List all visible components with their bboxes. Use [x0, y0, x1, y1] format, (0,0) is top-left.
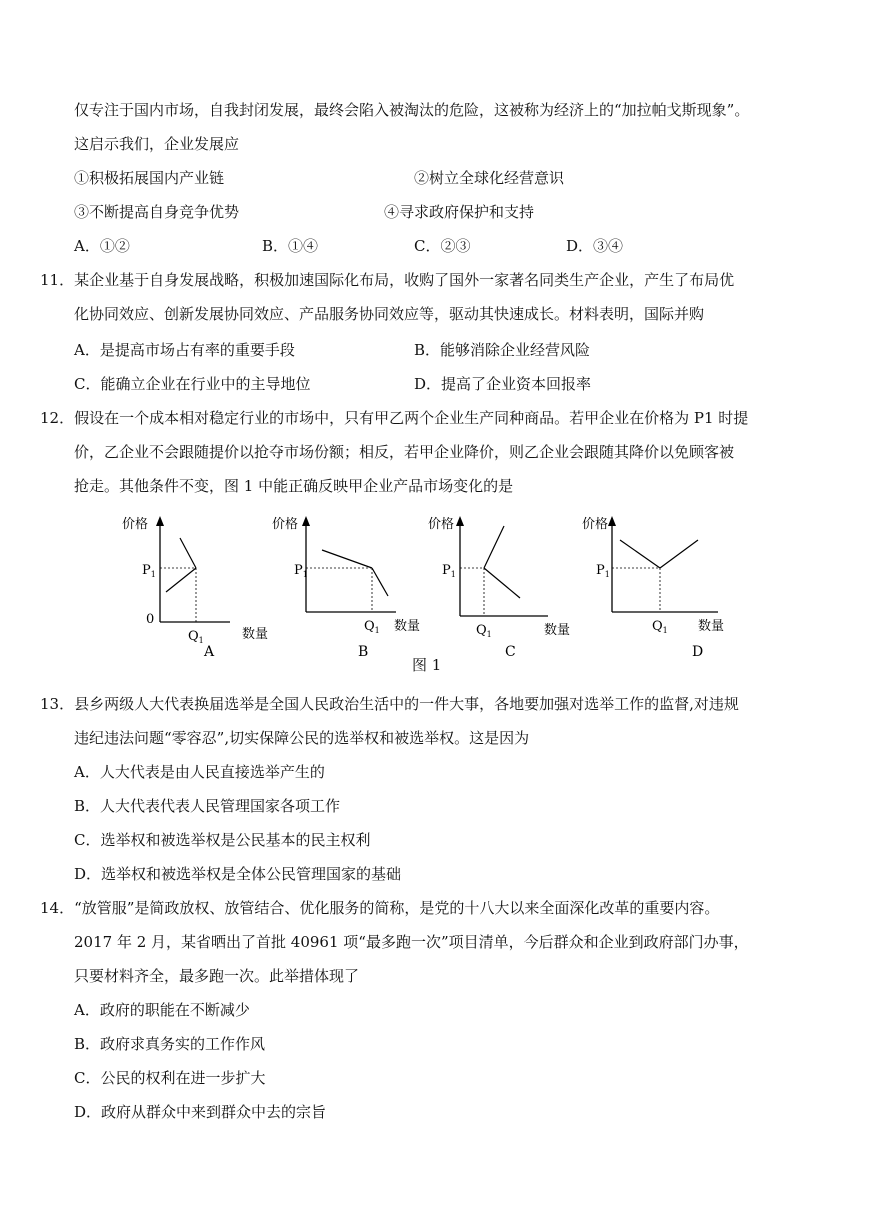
graph-d-letter: D: [692, 644, 704, 660]
q10-choice-d: D．③④: [566, 237, 624, 255]
q14-choice-b: B．政府求真务实的工作作风: [74, 1035, 266, 1053]
q10-choice-a: A．①②: [74, 237, 130, 255]
q11-choice-b: B．能够消除企业经营风险: [414, 341, 591, 359]
q14-choice-d: D．政府从群众中来到群众中去的宗旨: [74, 1103, 327, 1121]
q10-item-2: ②树立全球化经营意识: [414, 169, 565, 187]
q13-stem-line2: 违纪违法问题“零容忍”,切实保障公民的选举权和被选举权。这是因为: [74, 729, 530, 747]
q10-choice-b: B．①④: [262, 237, 319, 255]
figure-graph-d: [568, 510, 758, 660]
q13-choice-d: D．选举权和被选举权是全体公民管理国家的基础: [74, 865, 402, 883]
graph-a-xlabel: 数量: [242, 627, 269, 642]
q13-choice-b: B．人大代表代表人民管理国家各项工作: [74, 797, 341, 815]
q11-choice-d: D．提高了企业资本回报率: [414, 375, 592, 393]
graph-c-p-label: $P_1$: [442, 563, 456, 579]
q14-stem-line3: 只要材料齐全，最多跑一次。此举措体现了: [74, 967, 360, 985]
graph-a-p-label: $P_1$: [142, 563, 156, 579]
q11-choice-c: C．能确立企业在行业中的主导地位: [74, 375, 311, 393]
q10-stem-line1: 仅专注于国内市场，自我封闭发展，最终会陷入被淘汰的危险，这被称为经济上的“加拉帕戈斯现象”。: [74, 101, 750, 119]
q12-stem-line2: 价，乙企业不会跟随提价以抢夺市场份额；相反，若甲企业降价，则乙企业会跟随其降价以免顾客被: [74, 443, 735, 461]
q10-stem-line2: 这启示我们，企业发展应: [74, 135, 240, 153]
q14-stem-line2: 2017 年 2 月，某省晒出了首批 40961 项“最多跑一次”项目清单，今后群众和企业到政府部门办事，: [74, 933, 749, 951]
graph-c-letter: C: [505, 644, 516, 660]
q13-choice-c: C．选举权和被选举权是公民基本的民主权利: [74, 831, 371, 849]
q10-item-3: ③不断提高自身竞争优势: [74, 203, 240, 221]
q14-stem-line1: 14．“放管服”是简政放权、放管结合、优化服务的简称，是党的十八大以来全面深化改革的重要内容。: [40, 899, 720, 917]
q12-stem-line3: 抢走。其他条件不变，图 1 中能正确反映甲企业产品市场变化的是: [74, 477, 514, 495]
graph-b-ylabel: 价格: [272, 517, 299, 532]
q13-choice-a: A．人大代表是由人民直接选举产生的: [74, 763, 325, 781]
figure-caption: 图 1: [412, 656, 442, 674]
graph-d-ylabel: 价格: [582, 517, 609, 532]
graph-c-ylabel: 价格: [428, 517, 455, 532]
graph-a-origin: 0: [146, 612, 155, 627]
graph-b-xlabel: 数量: [394, 619, 421, 634]
graph-c-q-label: $Q_1$: [476, 623, 492, 639]
q13-stem-line1: 13．县乡两级人大代表换届选举是全国人民政治生活中的一件大事，各地要加强对选举工作的监督,对违规: [40, 695, 739, 713]
graph-b-p-label: $P_1$: [294, 563, 308, 579]
graph-a-q-label: $Q_1$: [188, 629, 204, 645]
q11-stem-line2: 化协同效应、创新发展协同效应、产品服务协同效应等，驱动其快速成长。材料表明，国际并购: [74, 305, 705, 323]
q12-stem-line1: 12．假设在一个成本相对稳定行业的市场中，只有甲乙两个企业生产同种商品。若甲企业在价格为 P1 时提: [40, 409, 749, 427]
graph-c-xlabel: 数量: [544, 623, 571, 638]
graph-d-q-label: $Q_1$: [652, 619, 668, 635]
q14-choice-a: A．政府的职能在不断减少: [74, 1001, 250, 1019]
graph-d-xlabel: 数量: [698, 619, 725, 634]
q11-choice-a: A．是提高市场占有率的重要手段: [74, 341, 295, 359]
q10-choice-c: C．②③: [414, 237, 471, 255]
graph-b-q-label: $Q_1$: [364, 619, 380, 635]
q14-choice-c: C．公民的权利在进一步扩大: [74, 1069, 266, 1087]
q10-item-1: ①积极拓展国内产业链: [74, 169, 225, 187]
q11-stem-line1: 11．某企业基于自身发展战略，积极加速国际化布局，收购了国外一家著名同类生产企业，产生了布局优: [40, 271, 735, 289]
graph-a-letter: A: [204, 644, 215, 660]
graph-d-p-label: $P_1$: [596, 563, 610, 579]
q10-item-4: ④寻求政府保护和支持: [384, 203, 535, 221]
graph-b-letter: B: [358, 644, 369, 660]
graph-a-ylabel: 价格: [122, 517, 149, 532]
